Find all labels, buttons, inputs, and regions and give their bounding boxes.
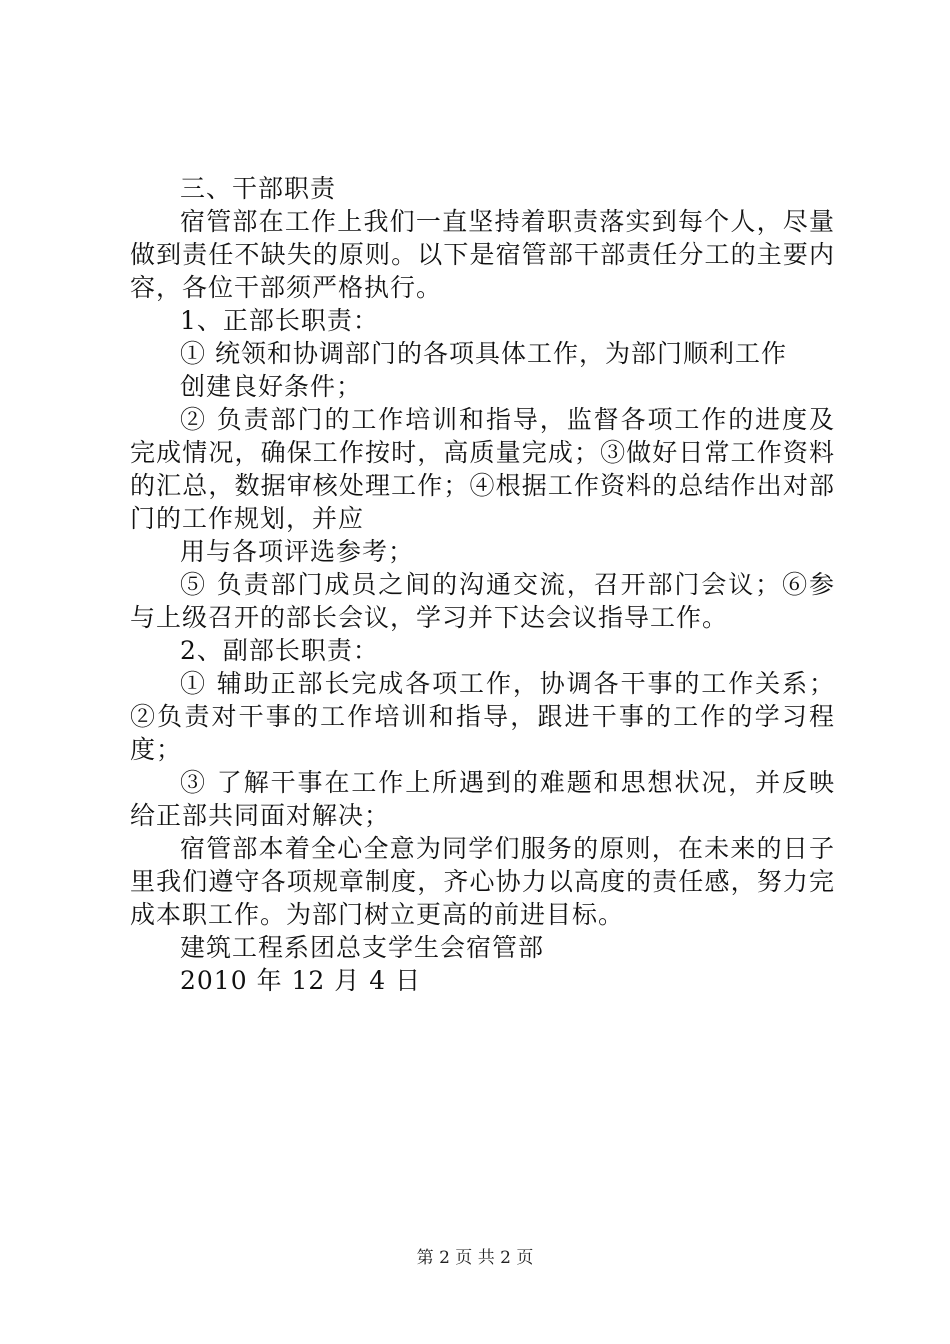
chief-item-2-paragraph: ② 负责部门的工作培训和指导，监督各项工作的进度及完成情况，确保工作按时，高质量完成；③做好日常工作资料的汇总，数据审核处理工作；④根据工作资料的总结作出对部门的工作规划，并应 bbox=[130, 405, 835, 533]
chief-item-5-paragraph: ⑤ 负责部门成员之间的沟通交流，召开部门会议；⑥参与上级召开的部长会议，学习并下达会议指导工作。 bbox=[130, 570, 835, 632]
deputy-item-3-paragraph: ③ 了解干事在工作上所遇到的难题和思想状况，并反映给正部共同面对解决； bbox=[130, 768, 835, 830]
chief-heading: 1、正部长职责： bbox=[180, 306, 379, 335]
deputy-heading: 2、副部长职责： bbox=[180, 636, 379, 665]
section-heading: 三、干部职责 bbox=[180, 174, 337, 203]
chief-item-1-line-b: 创建良好条件； bbox=[180, 372, 363, 401]
closing-paragraph: 宿管部本着全心全意为同学们服务的原则，在未来的日子里我们遵守各项规章制度，齐心协力以高度的责任感，努力完成本职工作。为部门树立更高的前进目标。 bbox=[130, 834, 835, 929]
document-body bbox=[130, 172, 835, 997]
chief-item-1-line-a: ① 统领和协调部门的各项具体工作，为部门顺利工作 bbox=[180, 339, 787, 368]
page-footer: 第 2 页 共 2 页 bbox=[416, 1248, 534, 1268]
intro-paragraph: 宿管部在工作上我们一直坚持着职责落实到每个人，尽量做到责任不缺失的原则。以下是宿管部干部责任分工的主要内容，各位干部须严格执行。 bbox=[130, 207, 835, 302]
date: 2010 年 12 月 4 日 bbox=[180, 966, 422, 995]
chief-item-2-continuation: 用与各项评选参考； bbox=[180, 537, 415, 566]
deputy-item-1-paragraph: ① 辅助正部长完成各项工作，协调各干事的工作关系；②负责对干事的工作培训和指导，跟进干事的工作的学习程度； bbox=[130, 669, 835, 764]
signature: 建筑工程系团总支学生会宿管部 bbox=[180, 933, 545, 962]
